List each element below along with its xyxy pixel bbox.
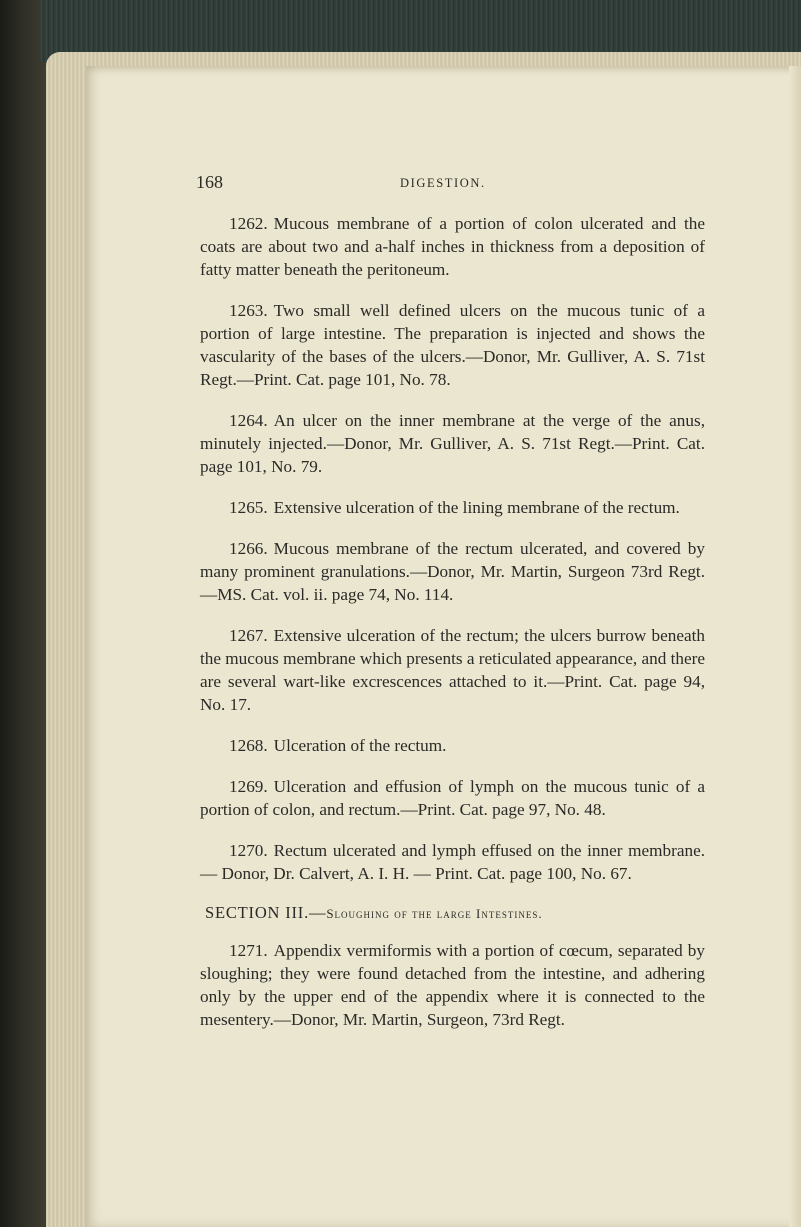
running-head — [196, 172, 705, 198]
entry-text: An ulcer on the inner membrane at the verge of the anus, minutely injected.—Donor, Mr. Gulliver, A. S. 71st Regt.—Print. Cat. page 101, No. 79. — [200, 411, 705, 476]
entry-text: Ulceration and effusion of lymph on the mucous tunic of a portion of colon, and rectum.—Print. Cat. page 97, No. 48. — [200, 777, 705, 819]
section-heading — [200, 903, 705, 923]
section-label: SECTION III.— — [205, 903, 327, 922]
catalogue-entry — [200, 624, 705, 716]
entry-text: Two small well defined ulcers on the mucous tunic of a portion of large intestine. The preparation is injected and shows the vascularity of the bases of the ulcers.—Donor, Mr. Gulliver, A. S. 71st Regt.—Print. Cat. page 101, No. 78. — [200, 301, 705, 389]
entry-text: Appendix vermiformis with a portion of cœcum, separated by sloughing; they were found detached from the intestine, and adhering only by the upper end of the appendix where it is connected to the mesentery.—Donor, Mr. Martin, Surgeon, 73rd Regt. — [200, 941, 705, 1029]
catalogue-entry — [200, 839, 705, 885]
entry-number: 1268. — [229, 736, 268, 755]
entry-text: Mucous membrane of a portion of colon ulcerated and the coats are about two and a-half inches in thickness from a deposition of fatty matter beneath the peritoneum. — [200, 214, 705, 279]
catalogue-entry — [200, 775, 705, 821]
entry-number: 1262. — [229, 214, 268, 233]
catalogue-entry — [200, 537, 705, 606]
entry-text: Ulceration of the rectum. — [273, 736, 447, 755]
entry-text: Extensive ulceration of the rectum; the ulcers burrow beneath the mucous membrane which presents a reticulated appearance, and there are several wart-like excrescences attached to it.—Print. Cat. page 94, No. 17. — [200, 626, 705, 714]
entry-number: 1270. — [229, 841, 268, 860]
running-title: DIGESTION. — [400, 176, 486, 190]
page-right-edge — [789, 66, 801, 1227]
page-number: 168 — [196, 172, 223, 192]
section-title: Sloughing of the large Intestines. — [326, 906, 543, 921]
page-content — [196, 172, 705, 1049]
entry-number: 1264. — [229, 411, 268, 430]
entry-number: 1266. — [229, 539, 268, 558]
catalogue-entry — [200, 496, 705, 519]
entry-text: Extensive ulceration of the lining membrane of the rectum. — [273, 498, 680, 517]
entry-number: 1269. — [229, 777, 268, 796]
catalogue-entry — [200, 939, 705, 1031]
entry-number: 1267. — [229, 626, 268, 645]
catalogue-entry — [200, 734, 705, 757]
entry-number: 1265. — [229, 498, 268, 517]
catalogue-entry — [200, 299, 705, 391]
entry-number: 1271. — [229, 941, 268, 960]
entry-text: Mucous membrane of the rectum ulcerated, and covered by many prominent granulations.—Donor, Mr. Martin, Surgeon 73rd Regt.—MS. Cat. vol. ii. page 74, No. 114. — [200, 539, 705, 604]
entry-text: Rectum ulcerated and lymph effused on the inner membrane. — Donor, Dr. Calvert, A. I. H. — Print. Cat. page 100, No. 67. — [200, 841, 705, 883]
entry-number: 1263. — [229, 301, 268, 320]
catalogue-entry — [200, 212, 705, 281]
catalogue-entry — [200, 409, 705, 478]
